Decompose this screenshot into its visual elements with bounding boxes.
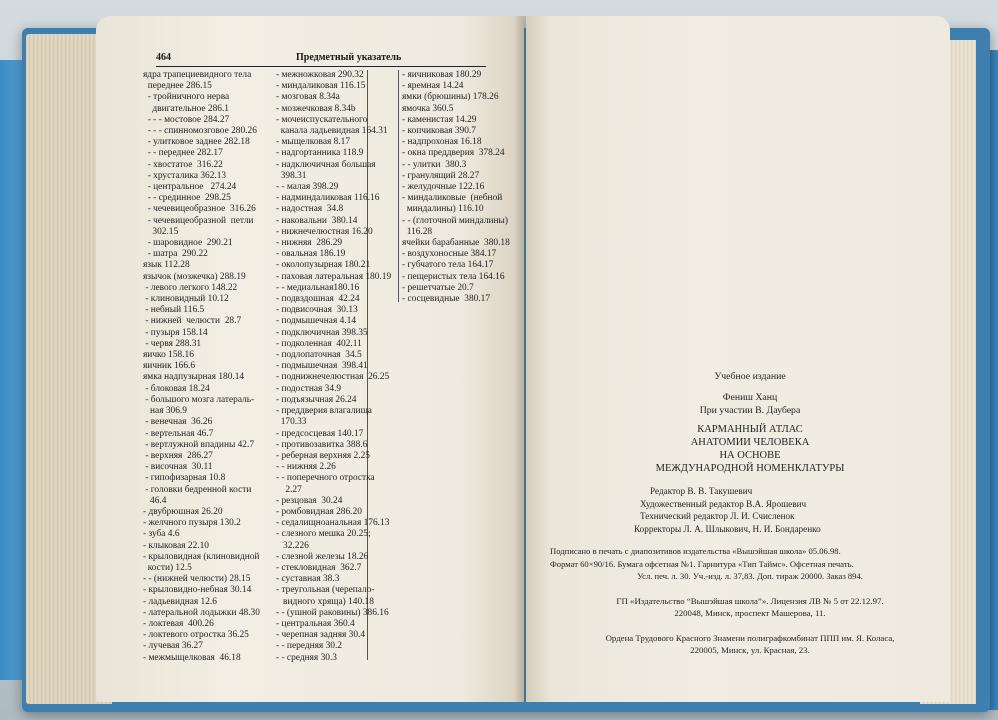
index-entry: - - нижняя 2.26 <box>276 462 336 473</box>
index-entry: - слезной железы 18.26 <box>276 551 369 562</box>
index-entry: - надостная 34.8 <box>276 204 344 215</box>
index-entry: - сосцевидные 380.17 <box>402 294 491 305</box>
index-entry: - подвисочная 30.13 <box>276 305 358 316</box>
index-entry: - головки бедренной кости <box>143 484 252 495</box>
index-entry: - - средняя 30.3 <box>276 652 337 663</box>
editor-line: Редактор В. В. Такушевич <box>650 486 753 496</box>
index-entry: - подвздошная 42.24 <box>276 294 360 305</box>
index-entry: - яичниковая 180.29 <box>402 70 482 80</box>
index-entry: - мыщелковая 8.17 <box>276 137 351 148</box>
print-info-block <box>550 545 950 583</box>
index-entry: 302.15 <box>143 226 179 237</box>
print-info-line: Усл. печ. л. 30. Уч.-изд. л. 37,83. Доп. тираж 20000. Заказ 894. <box>637 571 863 581</box>
book-title-line: НА ОСНОВЕ <box>719 450 781 461</box>
index-entry: - - срединное 298.25 <box>143 193 231 204</box>
index-entry: - - (глоточной миндалины) <box>402 215 508 226</box>
index-entry: - надгортанника 118.9 <box>276 148 364 159</box>
index-entry: - пещеристых тела 164.16 <box>402 271 505 282</box>
index-entry: ячейки барабанные 380.18 <box>402 238 510 249</box>
index-entry: - лучевая 36.27 <box>143 641 203 652</box>
index-entry: - мочеиспускательного <box>276 114 368 125</box>
index-entry: - слезного мешка 20.25; <box>276 529 371 540</box>
index-entry: - копчиковая 390.7 <box>402 126 476 137</box>
index-entry: - - поперечного отростка <box>276 473 375 484</box>
index-entry: - надключичная большая <box>276 159 376 170</box>
index-entry: - - (нижней челюсти) 28.15 <box>143 574 251 585</box>
index-entry: - яремная 14.24 <box>402 81 464 92</box>
author-name: Фениш Ханц <box>722 392 778 403</box>
index-entry: 2.27 <box>276 484 302 495</box>
index-entry: - центральное 274.24 <box>143 182 237 193</box>
index-entry: - нижняя 286.29 <box>276 238 343 249</box>
index-entry: - подмышечная 4.14 <box>276 316 357 327</box>
index-entry: двигательное 286.1 <box>143 103 229 114</box>
index-entry: - поднижнечелюстная 26.25 <box>276 372 390 383</box>
book-title <box>550 423 950 475</box>
index-entry: - нижнечелюстная 16.20 <box>276 226 373 237</box>
printer-line: Ордена Трудового Красного Знамени полиграфкомбинат ППП им. Я. Коласа, <box>605 632 895 643</box>
index-entry: - - (ушной раковины) 386.16 <box>276 607 389 618</box>
edition-type: Учебное издание <box>714 371 786 382</box>
index-entry: - - - спинномозговое 280.26 <box>143 126 257 137</box>
index-entry: - межмыщелковая 46.18 <box>143 652 241 663</box>
index-entry: ядра трапециевидного тела <box>143 70 252 80</box>
index-entry: - надпрохоная 16.18 <box>402 137 482 148</box>
index-entry: - хвостатое 316.22 <box>143 159 223 170</box>
publisher-line: ГП «Издательство “Вышэйшая школа”». Лицензия ЛВ № 5 от 22.12.97. <box>616 595 884 606</box>
publisher-line: 220048, Минск, проспект Машерова, 11. <box>674 608 826 618</box>
index-entry: - хрусталика 362.13 <box>143 170 227 181</box>
index-entry: - зуба 4.6 <box>143 529 180 540</box>
index-entry: язычок (мозжечка) 288.19 <box>143 271 246 282</box>
printer-block <box>550 632 950 657</box>
index-entry: - межножковая 290.32 <box>276 70 364 80</box>
index-entry: яичко 158.16 <box>143 350 194 361</box>
index-entry: - подключичная 398.35 <box>276 327 368 338</box>
editor-line: Художественный редактор В.А. Ярошевич <box>640 498 807 509</box>
index-entry: - - передняя 30.2 <box>276 641 342 652</box>
index-entry: - предсосцевая 140.17 <box>276 428 364 439</box>
book-title-line: АНАТОМИИ ЧЕЛОВЕКА <box>690 437 810 448</box>
page-header <box>156 52 496 68</box>
printer-line: 220005, Минск, ул. Красная, 23. <box>690 645 810 655</box>
index-entry: - - - мостовое 284.27 <box>143 114 230 125</box>
editor-line: Технический редактор Л. И. Счисленок <box>640 511 795 521</box>
print-info-line: Подписано в печать с диапозитивов издательства «Вышэйшая школа» 05.06.98. <box>550 546 841 556</box>
index-entry: - паховая латеральная 180.19 <box>276 271 392 282</box>
index-entry: 46.4 <box>143 495 167 506</box>
left-page <box>96 16 524 702</box>
index-entry: - седалищноанальная 176.13 <box>276 518 390 529</box>
index-entry: - миндаликовая 116.15 <box>276 81 366 92</box>
index-entry: - вертельная 46.7 <box>143 428 214 439</box>
book-title-line: КАРМАННЫЙ АТЛАС <box>697 424 803 435</box>
index-entry: - шатра 290.22 <box>143 249 208 260</box>
index-entry: канала ладьевидная 164.31 <box>276 126 388 137</box>
index-entry: - противозавитка 388.6 <box>276 439 368 450</box>
index-entry: - локтевая 400.26 <box>143 618 214 629</box>
index-entry: - подъязычная 26.24 <box>276 394 357 405</box>
index-entry: - крыловидно-небная 30.14 <box>143 585 252 596</box>
index-entry: - височная 30.11 <box>143 462 213 473</box>
index-entry: - блоковая 18.24 <box>143 383 210 394</box>
index-entry: - подколенная 402.11 <box>276 338 362 349</box>
editors-block <box>550 485 950 535</box>
index-entry: - желудочные 122.16 <box>402 182 485 193</box>
index-entry: - миндаликовые (небной <box>402 193 503 204</box>
index-entry: 116.28 <box>402 226 433 237</box>
index-entry: - пузыря 158.14 <box>143 327 208 338</box>
index-entry: - окна преддверия 378.24 <box>402 148 505 159</box>
index-entry: миндалины) 116.10 <box>402 204 484 215</box>
index-entry: - клыковая 22.10 <box>143 540 209 551</box>
column-divider <box>398 70 399 302</box>
page-number: 464 <box>156 52 171 63</box>
index-entry: - небный 116.5 <box>143 305 205 316</box>
editor-line: Корректоры Л. А. Шлыкович, Н. И. Бондаренко <box>634 523 821 534</box>
index-entry: - двубрюшная 26.20 <box>143 506 223 517</box>
index-entry: - наковальни 380.14 <box>276 215 358 226</box>
coauthor-line: При участии В. Даубера <box>699 405 801 416</box>
index-entry: - большого мозга латераль- <box>143 394 255 405</box>
index-entry: - решетчатые 20.7 <box>402 282 474 293</box>
index-entry: - гранулящий 28.27 <box>402 170 480 181</box>
index-entry: кости) 12.5 <box>143 562 192 573</box>
index-entry: - тройничного нерва <box>143 92 230 103</box>
index-column-2 <box>276 70 401 664</box>
index-entry: - чечевицеобразное 316.26 <box>143 204 256 215</box>
index-entry: - подостная 34.9 <box>276 383 342 394</box>
book-title-line: МЕЖДУНАРОДНОЙ НОМЕНКЛАТУРЫ <box>655 463 845 474</box>
index-entry: ямка надпузырная 180.14 <box>143 372 245 383</box>
index-entry: - гипофизарная 10.8 <box>143 473 226 484</box>
index-entry: - вертлужной впадины 42.7 <box>143 439 255 450</box>
index-entry: - улитковое заднее 282.18 <box>143 137 250 148</box>
index-entry: - клиновидный 10.12 <box>143 294 229 305</box>
index-entry: видного хряща) 140.18 <box>276 596 374 607</box>
index-entry: - резцовая 30.24 <box>276 495 343 506</box>
imprint-block <box>550 370 950 663</box>
index-entry: - чечевицеобразной петли <box>143 215 254 226</box>
index-entry: - желчного пузыря 130.2 <box>143 518 241 529</box>
index-entry: - - переднее 282.17 <box>143 148 223 159</box>
index-entry: - мозжечковая 8.34b <box>276 103 356 114</box>
index-entry: - реберная верхняя 2.25 <box>276 450 370 461</box>
index-entry: - - медиальная180.16 <box>276 282 360 293</box>
index-entry: ямки (брюшины) 178.26 <box>402 92 499 103</box>
index-entry: - овальная 186.19 <box>276 249 346 260</box>
index-entry: - латеральной лодыжки 48.30 <box>143 607 260 618</box>
index-entry: - венечная 36.26 <box>143 417 213 428</box>
index-entry: - - малая 398.29 <box>276 182 339 193</box>
index-entry: - черепная задняя 30.4 <box>276 630 366 641</box>
header-rule <box>156 66 486 67</box>
index-entry: - подмышечная 398.41 <box>276 361 368 372</box>
index-entry: - треугольная (черепало- <box>276 585 375 596</box>
publisher-block <box>550 595 950 620</box>
index-entry: - каменистая 14.29 <box>402 114 477 125</box>
index-entry: - воздухоносные 384.17 <box>402 249 497 260</box>
running-title: Предметный указатель <box>296 52 402 63</box>
index-entry: яичник 166.6 <box>143 361 196 372</box>
index-entry: - мозговая 8.34а <box>276 92 340 103</box>
index-entry: - нижней челюсти 28.7 <box>143 316 242 327</box>
index-entry: - губчатого тела 164.17 <box>402 260 494 271</box>
index-entry: - - улитки 380.3 <box>402 159 467 170</box>
index-entry: 398.31 <box>276 170 307 181</box>
index-entry: ямочка 360.5 <box>402 103 454 114</box>
index-entry: - суставная 38.3 <box>276 574 340 585</box>
index-entry: - околопузырная 180.21 <box>276 260 371 271</box>
index-entry: - шаровидное 290.21 <box>143 238 233 249</box>
index-entry: - крыловидная (клиновидной <box>143 551 260 562</box>
index-column-3 <box>402 70 524 305</box>
index-entry: 32.226 <box>276 540 309 551</box>
index-entry: - преддверия влагалища <box>276 406 372 417</box>
index-entry: - ромбовидная 286.20 <box>276 506 362 517</box>
index-entry: переднее 286.15 <box>143 81 212 92</box>
index-entry: - ладьевидная 12.6 <box>143 596 217 607</box>
index-entry: 170.33 <box>276 417 307 428</box>
index-entry: - центральная 360.4 <box>276 618 355 629</box>
index-entry: - стекловидная 362.7 <box>276 562 362 573</box>
index-entry: - подлопаточная 34.5 <box>276 350 362 361</box>
print-info-line: Формат 60×90/16. Бумага офсетная №1. Гарнитура «Тип Таймс». Офсетная печать. <box>550 558 854 569</box>
index-entry: - червя 288.31 <box>143 338 202 349</box>
index-entry: ная 306.9 <box>143 406 187 417</box>
index-entry: - локтевого отростка 36.25 <box>143 630 249 641</box>
index-entry: язык 112.28 <box>143 260 190 271</box>
index-entry: - верхняя 286.27 <box>143 450 213 461</box>
index-entry: - надминдаликовая 116.16 <box>276 193 380 204</box>
index-entry: - левого легкого 148.22 <box>143 282 238 293</box>
